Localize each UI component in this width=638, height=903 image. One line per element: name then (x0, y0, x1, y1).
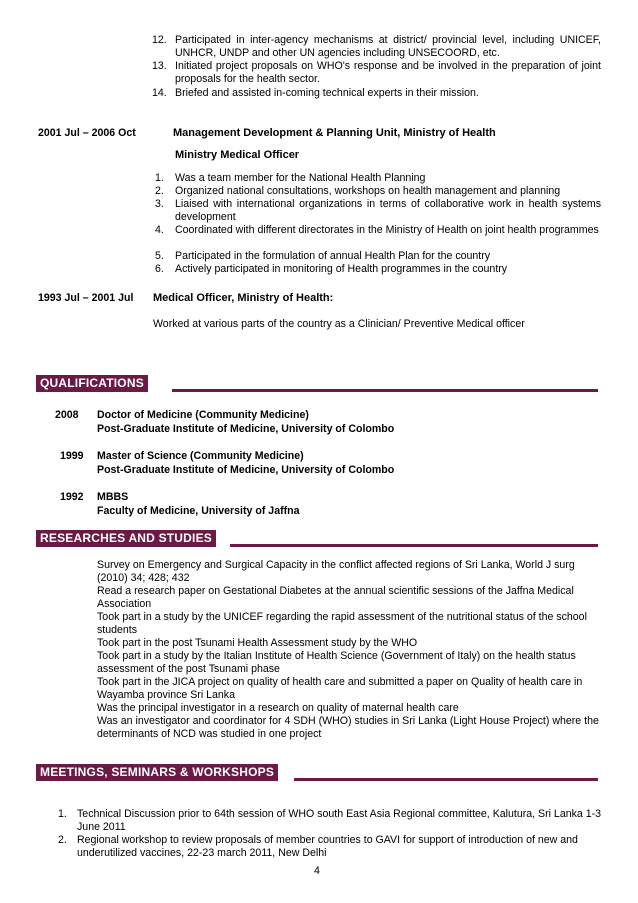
list-item: Participated in inter-agency mechanisms at district/ provincial level, including UNICEF, UNHCR, UNDP and other UN agencies including UNSECOORD, etc. (175, 34, 601, 59)
list-item: Participated in the formulation of annual Health Plan for the country (175, 250, 491, 262)
list-number: 3. (155, 198, 164, 210)
researches-list (97, 559, 599, 741)
qualification-degree: MBBS (97, 491, 129, 503)
list-number: 1. (58, 808, 67, 820)
list-number: 12. (152, 34, 167, 46)
job-period: 2001 Jul – 2006 Oct (38, 127, 136, 139)
list-item: Took part in the JICA project on quality of health care and submitted a paper on Quality of health care in Wayamba province Sri Lanka (97, 676, 583, 701)
list-item: Actively participated in monitoring of Health programmes in the country (175, 263, 508, 275)
list-item: Initiated project proposals on WHO's response and be involved in the preparation of joint proposals for the health sector. (175, 60, 601, 85)
qualification-institution: Post-Graduate Institute of Medicine, University of Colombo (97, 464, 395, 476)
job-description: Worked at various parts of the country as a Clinician/ Preventive Medical officer (153, 318, 525, 330)
list-number: 1. (155, 172, 164, 184)
list-number: 2. (155, 185, 164, 197)
list-item: Took part in a study by the UNICEF regarding the rapid assessment of the nutritional status of the school students (97, 611, 587, 636)
list-number: 2. (58, 834, 67, 846)
section-divider (294, 778, 598, 781)
list-number: 5. (155, 250, 164, 262)
list-item: Survey on Emergency and Surgical Capacity in the conflict affected regions of Sri Lanka, World J surg (2010) 34; 428; 432 (97, 559, 575, 584)
list-item: Read a research paper on Gestational Diabetes at the annual scientific sessions of the Jaffna Medical Association (97, 585, 574, 610)
qualification-institution: Faculty of Medicine, University of Jaffna (97, 505, 300, 517)
job-organization: Management Development & Planning Unit, Ministry of Health (173, 127, 496, 139)
list-item: Was the principal investigator in a research on quality of maternal health care (97, 702, 459, 714)
section-heading: QUALIFICATIONS (36, 375, 148, 392)
qualification-degree: Master of Science (Community Medicine) (97, 450, 304, 462)
researches-section-header (36, 530, 598, 547)
list-item: Regional workshop to review proposals of member countries to GAVI for support of introduction of new and underutilized vaccines, 22-23 march 2011, New Delhi (77, 834, 578, 859)
list-item: Briefed and assisted in-coming technical experts in their mission. (175, 87, 479, 99)
meetings-section-header (36, 764, 598, 781)
job-title: Ministry Medical Officer (175, 149, 300, 161)
list-item: Was a team member for the National Health Planning (175, 172, 426, 184)
list-number: 14. (152, 87, 167, 99)
job-organization: Medical Officer, Ministry of Health: (153, 292, 334, 304)
list-number: 4. (155, 224, 164, 236)
section-divider (172, 389, 598, 392)
qualification-degree: Doctor of Medicine (Community Medicine) (97, 409, 309, 421)
list-item: Organized national consultations, workshops on health management and planning (175, 185, 561, 197)
list-item: Took part in the post Tsunami Health Assessment study by the WHO (97, 637, 418, 649)
qualification-year: 1992 (60, 491, 84, 503)
section-heading: RESEARCHES AND STUDIES (36, 530, 216, 547)
list-item: Took part in a study by the Italian Institute of Health Science (Government of Italy) on the health status assessment of the post Tsunami phase (97, 650, 576, 675)
qualification-year: 2008 (55, 409, 79, 421)
page-number: 4 (314, 865, 320, 877)
list-number: 6. (155, 263, 164, 275)
list-item: Technical Discussion prior to 64th session of WHO south East Asia Regional committee, Kalutura, Sri Lanka 1-3 June 2011 (77, 808, 602, 833)
list-item: Was an investigator and coordinator for 4 SDH (WHO) studies in Sri Lanka (Light House Project) where the determinants of NCD was studied in one project (97, 715, 599, 740)
list-number: 13. (152, 60, 167, 72)
qualification-institution: Post-Graduate Institute of Medicine, University of Colombo (97, 423, 395, 435)
list-item: Coordinated with different directorates in the Ministry of Health on joint health programmes (175, 224, 599, 236)
qualification-year: 1999 (60, 450, 84, 462)
job-period: 1993 Jul – 2001 Jul (38, 292, 134, 304)
section-heading: MEETINGS, SEMINARS & WORKSHOPS (36, 764, 278, 781)
section-divider (230, 544, 598, 547)
list-item: Liaised with international organizations in terms of collaborative work in health systems development (175, 198, 601, 223)
qualifications-section-header (36, 375, 598, 392)
